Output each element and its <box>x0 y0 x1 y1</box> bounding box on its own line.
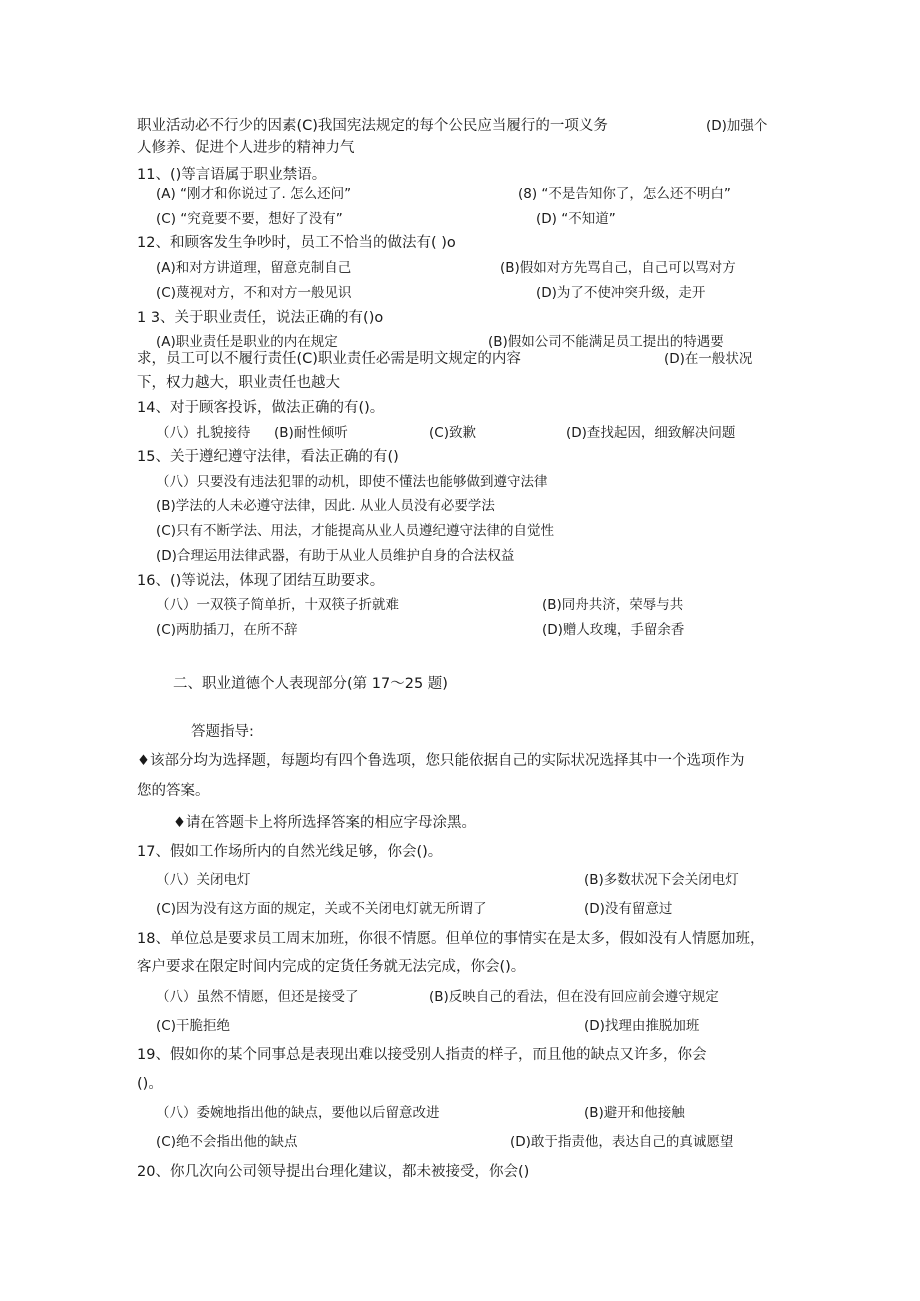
intro-option-d: (D)加强个 <box>706 118 768 134</box>
q15-stem: 15、关于遵纪遵守法律，看法正确的有() <box>137 449 399 465</box>
q17-option-b: (B)多数状况下会关闭电灯 <box>584 872 739 888</box>
q13-option-b: (B)假如公司不能满足员工提出的特遇要 <box>488 334 724 350</box>
q19-option-d: (D)敢于指责他，表达自己的真诚愿望 <box>510 1134 734 1150</box>
q19-stem-cont: ()。 <box>137 1076 163 1092</box>
q17-option-d: (D)没有留意过 <box>584 901 673 917</box>
q16-option-a: （八）一双筷子简单折，十双筷子折就难 <box>156 597 399 613</box>
q17-option-c: (C)因为没有这方面的规定，关或不关闭电灯就无所谓了 <box>156 901 487 917</box>
intro-line-1: 职业活动必不行少的因素(C)我国宪法规定的每个公民应当履行的一项义务 <box>137 118 608 134</box>
guide-bullet-1: ♦该部分均为选择题，每题均有四个鲁选项，您只能依据自己的实际状况选择其中一个选项作为 <box>137 753 745 769</box>
q13-line-2: 求，员工可以不履行责任(C)职业责任必需是明文规定的内容 <box>137 351 521 367</box>
guide-title: 答题指导: <box>191 724 254 740</box>
q18-option-d: (D)找理由推脱加班 <box>584 1018 700 1034</box>
q15-option-a: （八）只要没有违法犯罪的动机，即使不懂法也能够做到遵守法律 <box>156 474 548 490</box>
q19-option-b: (B)避开和他接触 <box>584 1105 685 1121</box>
q12-option-c: (C)蔑视对方，不和对方一般见识 <box>156 285 352 301</box>
guide-bullet-2: ♦请在答题卡上将所选择答案的相应字母涂黑。 <box>173 815 476 831</box>
q18-option-c: (C)干脆拒绝 <box>156 1018 230 1034</box>
q18-stem-cont: 客户要求在限定时间内完成的定货任务就无法完成，你会()。 <box>137 959 526 975</box>
q15-option-b: (B)学法的人未必遵守法律，因此. 从业人员没有必要学法 <box>156 498 495 514</box>
q11-option-b: (8) “不是告知你了，怎么还不明白” <box>518 186 731 202</box>
q12-option-b: (B)假如对方先骂自己，自己可以骂对方 <box>500 260 736 276</box>
q12-option-d: (D)为了不使冲突升级，走开 <box>536 285 706 301</box>
intro-line-2: 人修养、促进个人进步的精神力气 <box>137 140 355 156</box>
q18-option-b: (B)反映自己的看法，但在没有回应前会遵守规定 <box>429 989 719 1005</box>
q14-option-d: (D)查找起因，细致解决问题 <box>566 425 736 441</box>
q13-stem: 1 3、关于职业责任，说法正确的有()o <box>137 310 384 326</box>
q12-stem: 12、和顾客发生争吵时，员工不恰当的做法有( )o <box>137 235 456 251</box>
q16-option-d: (D)赠人玫瑰，手留余香 <box>542 622 685 638</box>
q14-option-a: （八）扎貌接待 <box>156 425 251 441</box>
q14-stem: 14、对于顾客投诉，做法正确的有()。 <box>137 400 385 416</box>
q11-option-c: (C) “究竟要不要，想好了没有” <box>156 211 343 227</box>
q13-line-3: 下，权力越大，职业责任也越大 <box>137 375 340 391</box>
q19-option-c: (C)绝不会指出他的缺点 <box>156 1134 298 1150</box>
guide-bullet-1-cont: 您的答案。 <box>137 783 210 799</box>
q16-stem: 16、()等说法，体现了团结互助要求。 <box>137 573 385 589</box>
q11-stem: 11、()等言语属于职业禁语。 <box>137 167 327 183</box>
q15-option-c: (C)只有不断学法、用法，才能提高从业人员遵纪遵守法律的自觉性 <box>156 523 554 539</box>
q16-option-b: (B)同舟共济，荣辱与共 <box>542 597 684 613</box>
q14-option-c: (C)致歉 <box>429 425 476 441</box>
q17-option-a: （八）关闭电灯 <box>156 872 251 888</box>
q18-stem: 18、单位总是要求员工周末加班，你很不情愿。但单位的事情实在是太多，假如没有人情愿加班， <box>137 931 765 947</box>
section-heading: 二、职业道德个人表现部分(第 17～25 题) <box>173 676 448 692</box>
q19-option-a: （八）委婉地指出他的缺点，要他以后留意改进 <box>156 1105 440 1121</box>
q20-stem: 20、你几次向公司领导提出台理化建议，都未被接受，你会() <box>137 1164 530 1180</box>
q11-option-a: (A) “刚才和你说过了. 怎么还问” <box>156 186 352 202</box>
q19-stem: 19、假如你的某个同事总是表现出难以接受别人指责的样子，而且他的缺点又许多，你会 <box>137 1047 707 1063</box>
q14-option-b: (B)耐性倾听 <box>274 425 348 441</box>
q18-option-a: （八）虽然不情愿，但还是接受了 <box>156 989 359 1005</box>
q17-stem: 17、假如工作场所内的自然光线足够，你会()。 <box>137 844 443 860</box>
q12-option-a: (A)和对方讲道理，留意克制自己 <box>156 260 352 276</box>
q13-option-d: (D)在一般状况 <box>664 351 753 367</box>
q11-option-d: (D) “不知道” <box>536 211 616 227</box>
q16-option-c: (C)两肋插刀，在所不辞 <box>156 622 298 638</box>
q15-option-d: (D)合理运用法律武器，有助于从业人员维护自身的合法权益 <box>156 548 515 564</box>
q13-option-a: (A)职业责任是职业的内在规定 <box>156 334 338 350</box>
